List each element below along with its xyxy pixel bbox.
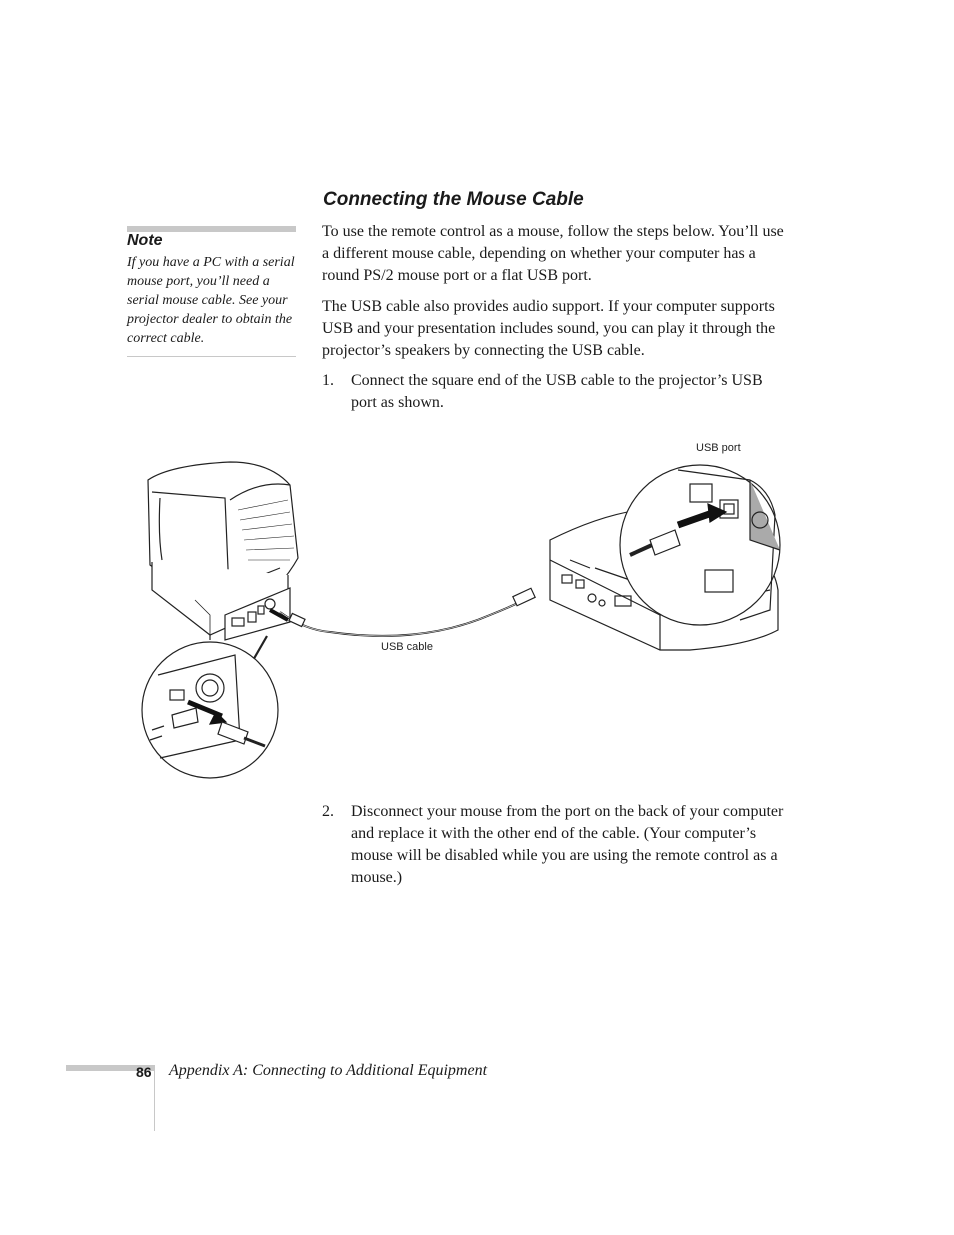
audio-paragraph: The USB cable also provides audio support. If your computer supports USB and your presentation includes sound, you can play it through the projector’s speakers by connecting the USB cable. xyxy=(322,298,776,359)
footer-divider xyxy=(154,1065,155,1131)
section-title: Connecting the Mouse Cable xyxy=(323,189,584,210)
computer-tower-illustration xyxy=(152,562,290,640)
note-bottom-rule xyxy=(127,356,296,357)
step-number: 1. xyxy=(322,372,334,389)
step-number: 2. xyxy=(322,803,334,820)
note-title: Note xyxy=(127,232,163,249)
projector-port-zoom xyxy=(620,465,780,625)
footer-chapter-title: Appendix A: Connecting to Additional Equipment xyxy=(169,1062,488,1079)
usb-port-label: USB port xyxy=(696,442,741,454)
page-number: 86 xyxy=(136,1064,152,1080)
step-text: Disconnect your mouse from the port on the back of your computer and replace it with the other end of the cable. (Your computer’s mouse will be disabled while you are using the remote control as a mouse.) xyxy=(351,803,784,886)
usb-cable-label: USB cable xyxy=(381,641,433,653)
step-text: Connect the square end of the USB cable to the projector’s USB port as shown. xyxy=(351,372,763,411)
note-text: If you have a PC with a serial mouse port, you’ll need a serial mouse cable. See your projector dealer to obtain the correct cable. xyxy=(127,255,295,346)
intro-paragraph: To use the remote control as a mouse, follow the steps below. You’ll use a different mouse cable, depending on whether your computer has a round PS/2 mouse port or a flat USB port. xyxy=(322,223,784,284)
usb-connection-illustration xyxy=(130,440,790,785)
computer-port-zoom xyxy=(142,642,278,778)
